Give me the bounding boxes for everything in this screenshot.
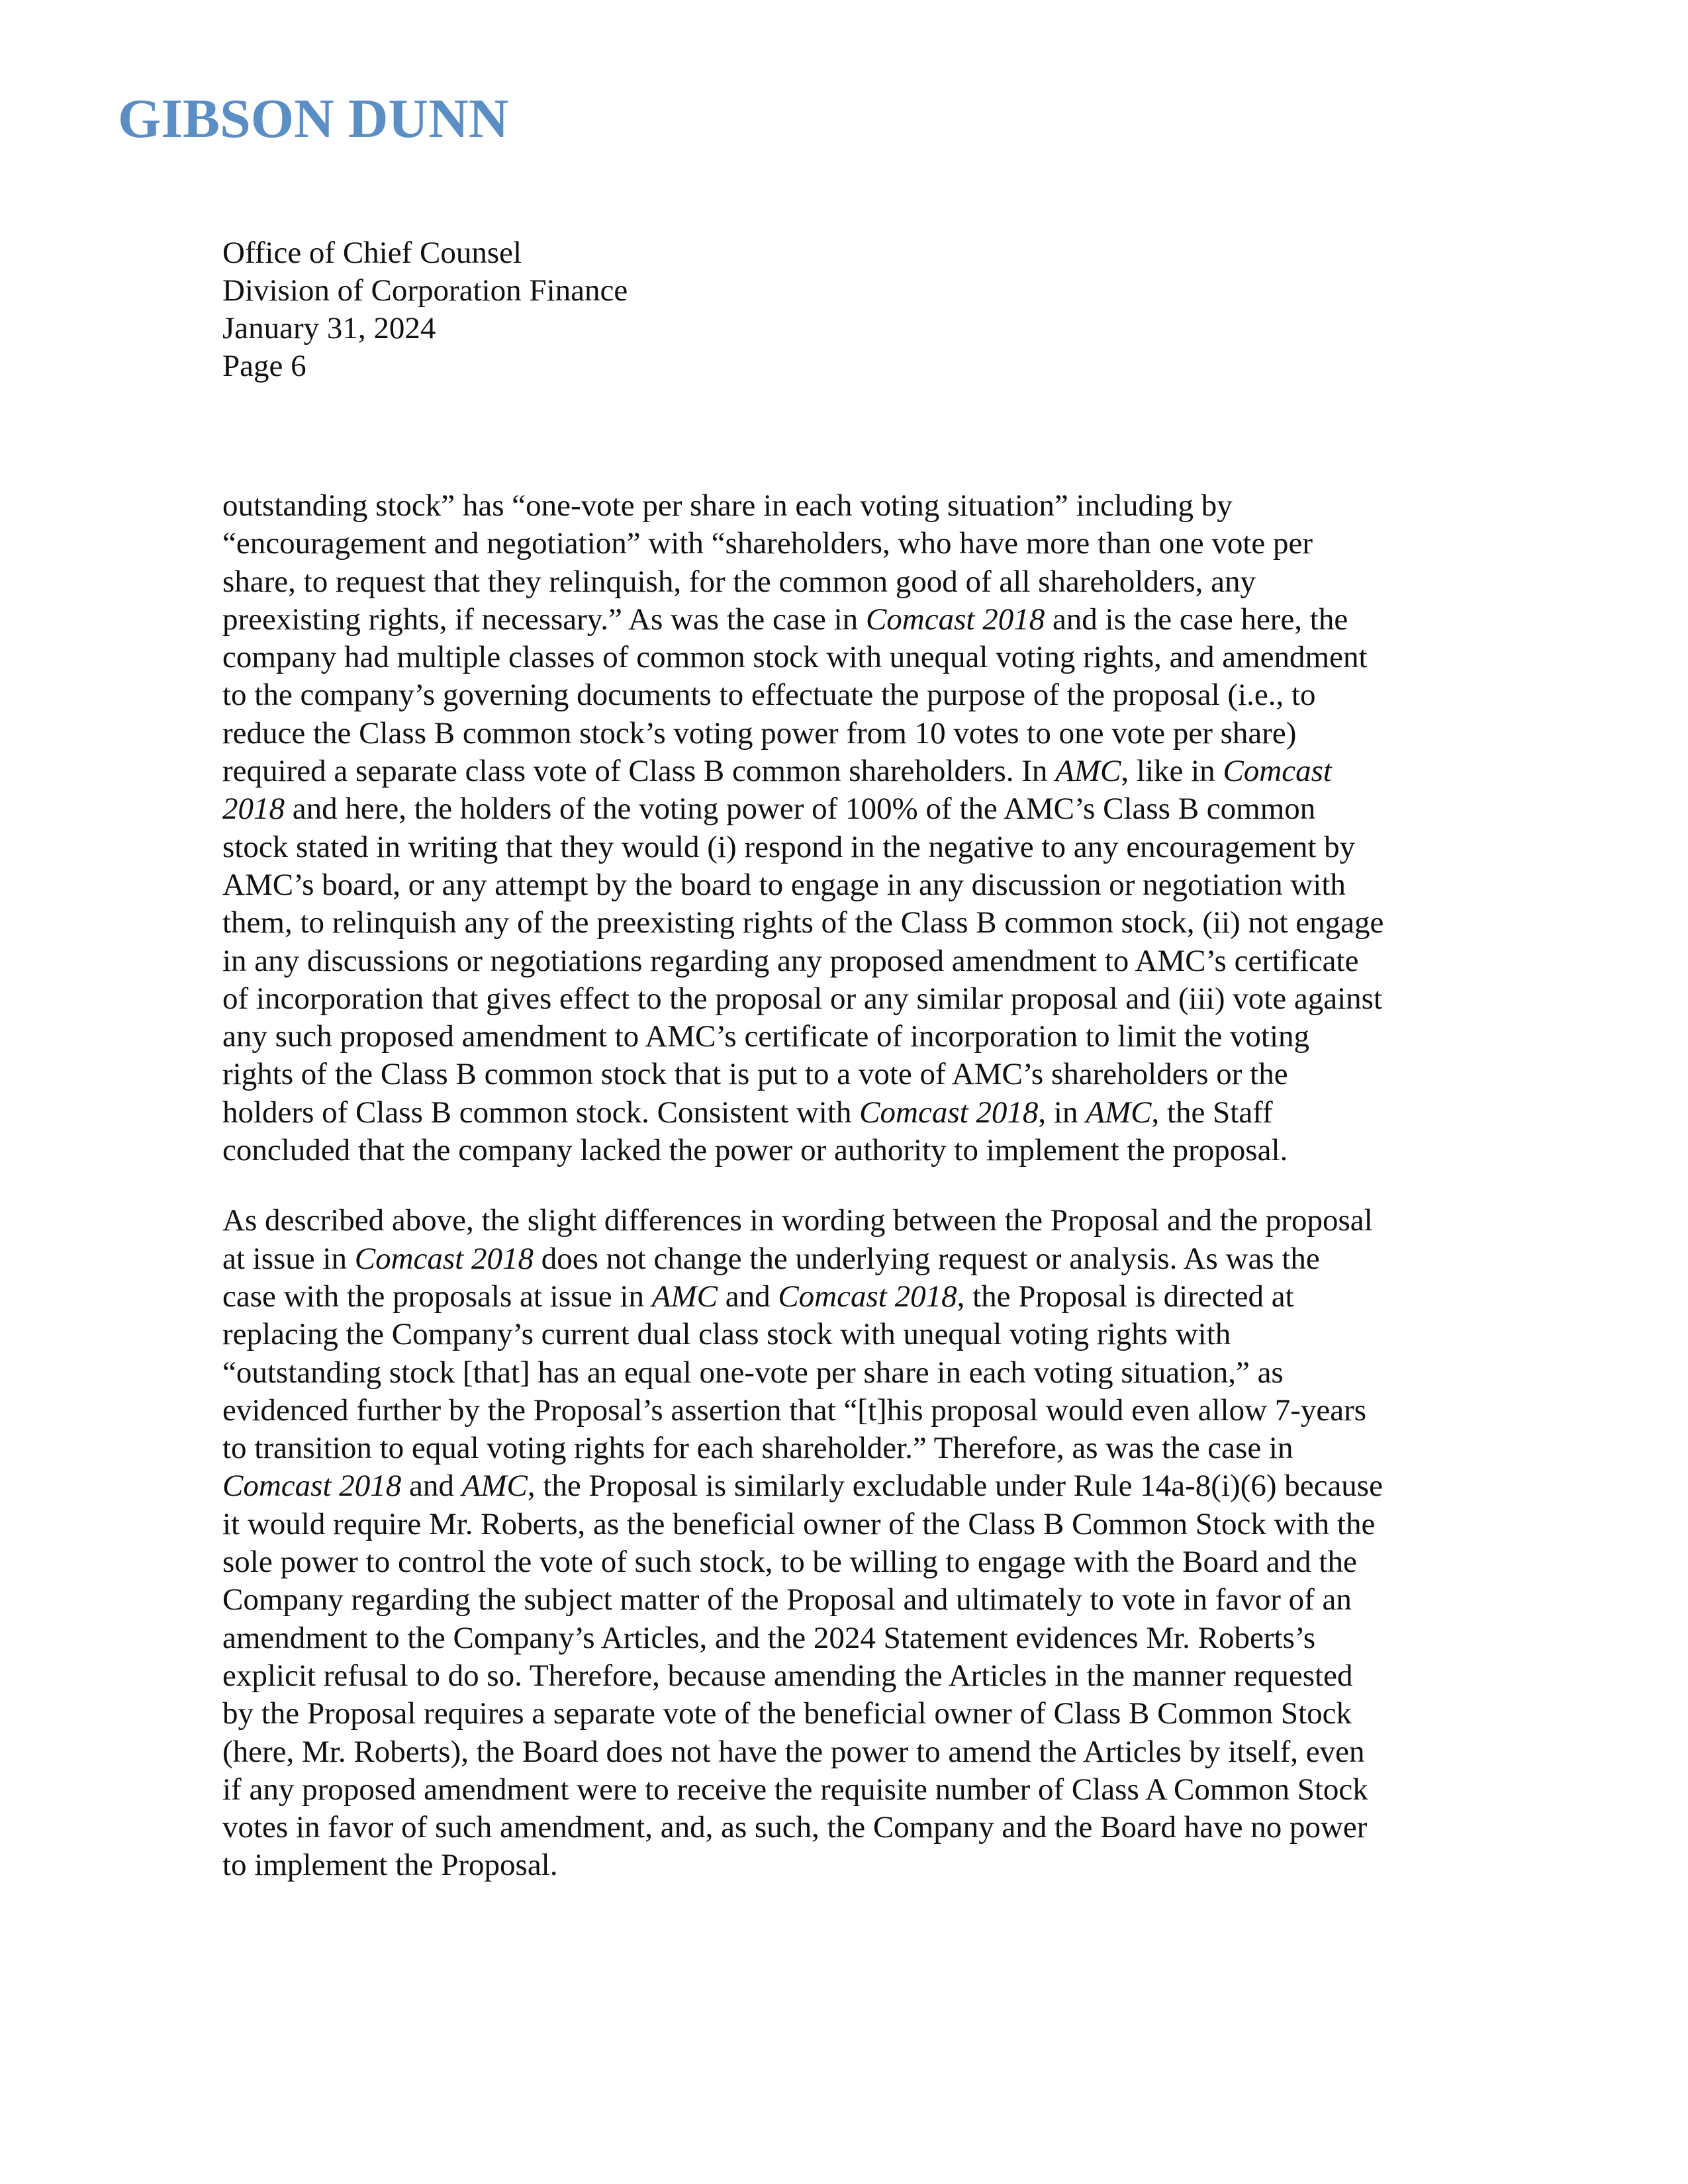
text-run: concluded that the company lacked the power or authority to implement the proposal. <box>222 1133 1288 1168</box>
text-run: and is the case here, the <box>1045 602 1348 637</box>
text-run: , the Proposal is directed at <box>957 1279 1294 1314</box>
case-citation: Comcast 2018 <box>354 1241 534 1276</box>
text-run: in any discussions or negotiations regarding any proposed amendment to AMC’s certificate <box>222 943 1359 978</box>
case-citation: Comcast 2018 <box>859 1095 1039 1130</box>
text-line <box>222 1278 1480 1316</box>
text-line <box>222 1056 1480 1093</box>
text-run: them, to relinquish any of the preexisting rights of the Class B common stock, (ii) not engage <box>222 905 1384 940</box>
text-run: As described above, the slight differences in wording between the Proposal and the proposal <box>222 1203 1373 1238</box>
text-line <box>222 1354 1480 1392</box>
text-line <box>222 676 1480 714</box>
text-line <box>222 904 1480 942</box>
text-run: holders of Class B common stock. Consistent with <box>222 1095 860 1130</box>
text-line <box>222 1506 1480 1543</box>
text-line <box>222 1132 1480 1169</box>
recipient-office: Office of Chief Counsel <box>222 236 522 270</box>
text-run: required a separate class vote of Class B common shareholders. In <box>222 754 1056 789</box>
text-line <box>222 1392 1480 1430</box>
text-line <box>222 1018 1480 1056</box>
text-line <box>222 1846 1480 1884</box>
text-line <box>222 1543 1480 1581</box>
case-citation: Comcast 2018 <box>222 1469 402 1504</box>
text-run: , in <box>1038 1095 1086 1130</box>
text-line <box>222 1316 1480 1353</box>
text-line <box>222 563 1480 601</box>
text-run: to implement the Proposal. <box>222 1848 558 1883</box>
text-line <box>222 1695 1480 1733</box>
case-citation: Comcast 2018 <box>778 1279 957 1314</box>
text-run: case with the proposals at issue in <box>222 1279 652 1314</box>
text-line <box>222 980 1480 1018</box>
text-run: by the Proposal requires a separate vote of the beneficial owner of Class B Common Stock <box>222 1696 1352 1731</box>
text-line <box>222 866 1480 904</box>
text-run: replacing the Company’s current dual class stock with unequal voting rights with <box>222 1317 1231 1352</box>
letter-date: January 31, 2024 <box>222 311 436 345</box>
paragraph <box>222 487 1480 1169</box>
text-run: (here, Mr. Roberts), the Board does not have the power to amend the Articles by itself, even <box>222 1734 1365 1769</box>
text-run: evidenced further by the Proposal’s assertion that “[t]his proposal would even allow 7-years <box>222 1392 1367 1428</box>
text-run: to the company’s governing documents to effectuate the purpose of the proposal (i.e., to <box>222 678 1316 713</box>
text-line <box>222 1467 1480 1505</box>
case-citation: AMC <box>461 1469 528 1504</box>
text-line <box>222 942 1480 980</box>
text-run: AMC’s board, or any attempt by the board to engage in any discussion or negotiation with <box>222 867 1346 902</box>
text-run: and <box>717 1279 778 1314</box>
text-run: and here, the holders of the voting power of 100% of the AMC’s Class B common <box>285 792 1316 827</box>
text-line <box>222 1202 1480 1240</box>
text-line <box>222 1240 1480 1278</box>
text-line <box>222 1094 1480 1132</box>
text-line <box>222 752 1480 790</box>
text-run: Company regarding the subject matter of the Proposal and ultimately to vote in favor of an <box>222 1582 1352 1617</box>
text-line <box>222 790 1480 828</box>
text-run: does not change the underlying request or analysis. As was the <box>533 1241 1320 1276</box>
text-run: explicit refusal to do so. Therefore, because amending the Articles in the manner requested <box>222 1658 1353 1693</box>
case-citation: AMC <box>1086 1095 1152 1130</box>
text-run: at issue in <box>222 1241 355 1276</box>
text-line <box>222 639 1480 676</box>
case-citation: Comcast 2018 <box>865 602 1045 637</box>
text-line <box>222 1771 1480 1809</box>
text-line <box>222 487 1480 525</box>
text-run: and <box>401 1469 462 1504</box>
text-run: of incorporation that gives effect to the proposal or any similar proposal and (iii) vote against <box>222 981 1383 1016</box>
text-run: outstanding stock” has “one-vote per share in each voting situation” including by <box>222 488 1233 523</box>
case-citation: AMC <box>651 1279 718 1314</box>
text-run: , like in <box>1121 754 1223 789</box>
text-run: any such proposed amendment to AMC’s certificate of incorporation to limit the voting <box>222 1019 1310 1054</box>
text-line <box>222 1657 1480 1695</box>
case-citation: Comcast <box>1223 754 1332 789</box>
text-run: stock stated in writing that they would (i) respond in the negative to any encouragement by <box>222 829 1356 864</box>
text-line <box>222 1809 1480 1846</box>
letter-body <box>222 487 1480 1917</box>
text-line <box>222 1733 1480 1771</box>
text-run: sole power to control the vote of such stock, to be willing to engage with the Board and the <box>222 1545 1357 1580</box>
text-run: reduce the Class B common stock’s voting power from 10 votes to one vote per share) <box>222 715 1297 751</box>
page-number: Page 6 <box>222 349 306 383</box>
text-run: share, to request that they relinquish, for the common good of all shareholders, any <box>222 564 1256 599</box>
text-run: company had multiple classes of common stock with unequal voting rights, and amendment <box>222 640 1368 675</box>
case-citation: 2018 <box>222 792 285 827</box>
text-run: votes in favor of such amendment, and, as such, the Company and the Board have no power <box>222 1810 1368 1845</box>
text-run: , the Staff <box>1151 1095 1273 1130</box>
text-line <box>222 525 1480 563</box>
case-citation: AMC <box>1055 754 1121 789</box>
text-line <box>222 1619 1480 1657</box>
text-run: amendment to the Company’s Articles, and the 2024 Statement evidences Mr. Roberts’s <box>222 1620 1316 1655</box>
text-line <box>222 829 1480 866</box>
text-run: “encouragement and negotiation” with “shareholders, who have more than one vote per <box>222 526 1313 561</box>
text-run: to transition to equal voting rights for each shareholder.” Therefore, as was the case in <box>222 1431 1293 1466</box>
text-run: , the Proposal is similarly excludable under Rule 14a-8(i)(6) because <box>527 1469 1383 1504</box>
text-run: preexisting rights, if necessary.” As was the case in <box>222 602 866 637</box>
firm-logo: GIBSON DUNN <box>118 88 509 150</box>
text-line <box>222 1430 1480 1467</box>
text-run: if any proposed amendment were to receive the requisite number of Class A Common Stock <box>222 1772 1368 1807</box>
paragraph <box>222 1202 1480 1884</box>
text-line <box>222 715 1480 752</box>
text-run: it would require Mr. Roberts, as the beneficial owner of the Class B Common Stock with the <box>222 1506 1376 1541</box>
recipient-division: Division of Corporation Finance <box>222 273 628 308</box>
text-run: rights of the Class B common stock that is put to a vote of AMC’s shareholders or the <box>222 1057 1288 1092</box>
letter-header <box>222 234 628 385</box>
text-line <box>222 601 1480 639</box>
text-line <box>222 1581 1480 1619</box>
text-run: “outstanding stock [that] has an equal one-vote per share in each voting situation,” as <box>222 1355 1284 1390</box>
